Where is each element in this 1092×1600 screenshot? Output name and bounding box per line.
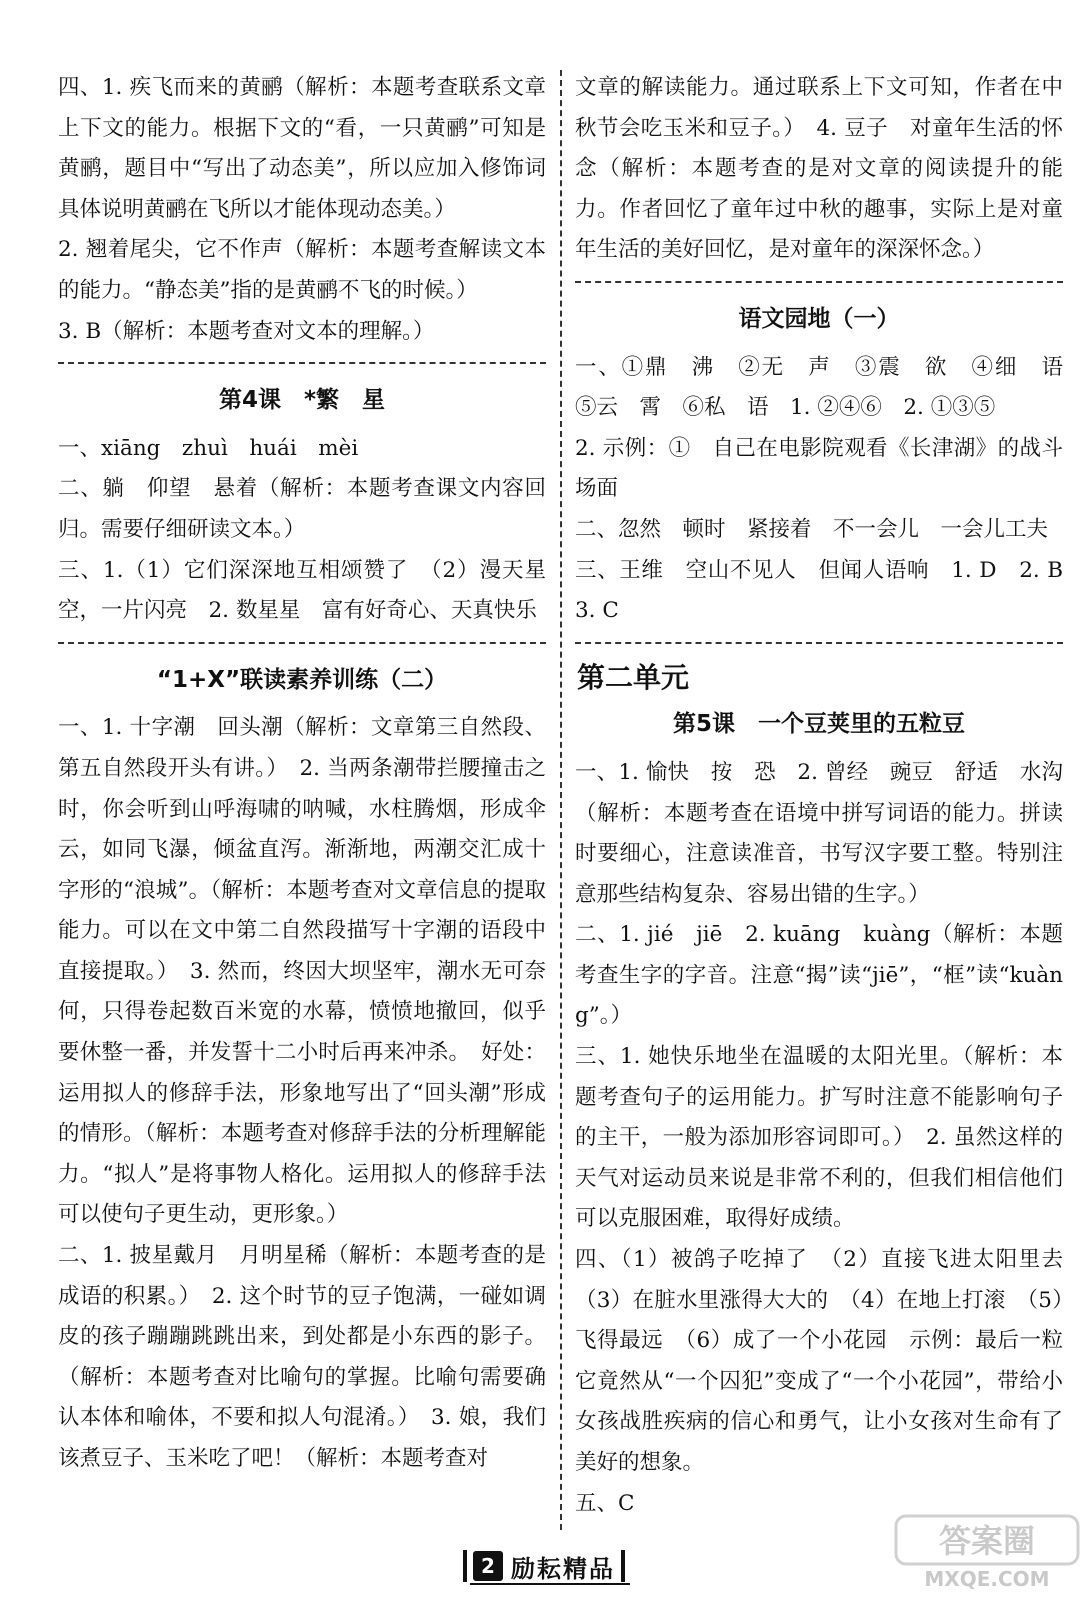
brand-name: 励耘精品 xyxy=(511,1554,615,1583)
lesson-5-answer-4: 四、（1）被鸽子吃掉了 （2）直接飞进太阳里去 （3）在脏水里涨得大大的 （4）在地上打滚 （5）飞得最远 （6）成了一个小花园 示例：最后一粒 它竟然从“一个囚犯”变成了“一个小花园”，带给小女孩战胜疾病的信心和勇气，让小女孩对生命有了美好的想象。 xyxy=(575,1247,1085,1475)
lesson-4-answer-1: 一、xiāng zhuì huái mèi xyxy=(58,435,359,461)
footer-badge xyxy=(457,1547,631,1585)
section-separator xyxy=(575,642,1063,644)
joint-reading-answer-1: 一、1. 十字潮 回头潮（解析：文章第三自然段、第五自然段开头有讲。） 2. 当两条潮带拦腰撞击之时，你会听到山呼海啸的呐喊，水柱腾烟，形成伞云，如同飞瀑，倾盆直泻。渐渐地，两潮交汇成十字形的“浪城”。（解析：本题考查对文章信息的提取能力。可以在文中第二自然段描写十字潮的语段中直接提取。） 3. 然而，终因大坝坚牢，潮水无可奈何，只得卷起数百米宽的水幕，愤愤地撤回，似乎要休整一番，并发誓十二小时后再来冲杀。 好处：运用拟人的修辞手法，形象地写出了“回头潮”形成的情形。（解析：本题考查对修辞手法的分析理解能力。“拟人”是将事物人格化。运用拟人的修辞手法可以使句子更生动，更形象。） xyxy=(58,715,546,1228)
section-separator xyxy=(575,281,1063,283)
answer-section-4-item-3: 3. B（解析：本题考查对文本的理解。） xyxy=(58,318,435,344)
lesson-4-title: 第4课 *繁 星 xyxy=(218,387,386,414)
watermark-logo xyxy=(892,1510,1082,1592)
answer-section-4-item-1: 四、1. 疾飞而来的黄鹂（解析：本题考查联系文章上下文的能力。根据下文的“看，一只黄鹂”可知是黄鹂，题目中“写出了动态美”，所以应加入修饰词具体说明黄鹂在飞所以才能体现动态美。） xyxy=(58,75,546,222)
footer-bar-left xyxy=(463,1550,467,1582)
joint-reading-answer-2: 二、1. 披星戴月 月明星稀（解析：本题考查的是成语的积累。） 2. 这个时节的豆子饱满，一碰如调皮的孩子蹦蹦跳跳出来，到处都是小东西的影子。（解析：本题考查对比喻句的掌握。比喻句需要确认本体和喻体，不要和拟人句混淆。） 3. 娘，我们该煮豆子、玉米吃了吧！（解析：本题考查对 xyxy=(58,1243,546,1471)
unit-2-title: 第二单元 xyxy=(577,660,690,694)
lesson-4-answer-3: 三、1.（1）它们深深地互相颂赞了 （2）漫天星空，一片闪亮 2. 数星星 富有好奇心、天真快乐 xyxy=(58,557,546,624)
garden-answer-4: 三、王维 空山不见人 但闻人语响 1. D 2. B 3. C xyxy=(575,557,1085,624)
lesson-5-title: 第5课 一个豆荚里的五粒豆 xyxy=(672,711,965,738)
lesson-4-answer-2: 二、躺 仰望 悬着（解析：本题考查课文内容回归。需要仔细研读文本。） xyxy=(58,476,546,542)
left-column xyxy=(58,68,546,1480)
lesson-5-answer-3: 三、1. 她快乐地坐在温暖的太阳光里。（解析：本题考查句子的运用能力。扩写时注意不能影响句子的主干，一般为添加形容词即可。） 2. 虽然这样的天气对运动员来说是非常不利的，但我们相信他们可以克服困难，取得好成绩。 xyxy=(575,1044,1063,1232)
page-number: 2 xyxy=(473,1551,503,1581)
chinese-garden-title: 语文园地（一） xyxy=(738,305,900,332)
garden-answer-2: 2. 示例：① 自己在电影院观看《长津湖》的战斗场面 xyxy=(575,435,1063,502)
column-divider xyxy=(560,70,562,1530)
section-separator xyxy=(58,362,546,364)
answer-section-4-item-2: 2. 翘着尾尖，它不作声（解析：本题考查解读文本的能力。“静态美”指的是黄鹂不飞的时候。） xyxy=(58,237,546,303)
section-separator xyxy=(58,642,546,644)
garden-answer-1: 一、①鼎 沸 ②无 声 ③震 欲 ④细 语 ⑤云 霄 ⑥私 语 1. ②④⑥ 2. ①③⑤ xyxy=(575,354,1085,421)
footer-underline xyxy=(470,1583,630,1585)
watermark-url: MXQE.COM xyxy=(924,1567,1050,1591)
right-column xyxy=(575,68,1085,1524)
footer-bar-right xyxy=(621,1550,625,1582)
joint-reading-title: “1+X”联读素养训练（二） xyxy=(156,666,448,693)
lesson-5-answer-2: 二、1. jié jiē 2. kuāng kuàng（解析：本题考查生字的字音。注意“揭”读“jiē”，“框”读“kuàng”。） xyxy=(575,922,1063,1029)
garden-answer-3: 二、忽然 顿时 紧接着 不一会儿 一会儿工夫 xyxy=(575,516,1049,542)
lesson-5-answer-5: 五、C xyxy=(575,1490,635,1516)
joint-reading-continued: 文章的解读能力。通过联系上下文可知，作者在中秋节会吃玉米和豆子。） 4. 豆子 对童年生活的怀念（解析：本题考查的是对文章的阅读提升的能力。作者回忆了童年过中秋的趣事，实际上是对童年生活的美好回忆，是对童年的深深怀念。） xyxy=(575,75,1063,263)
lesson-5-answer-1: 一、1. 愉快 按 恐 2. 曾经 豌豆 舒适 水沟（解析：本题考查在语境中拼写词语的能力。拼读时要细心，注意读准音，书写汉字要工整。特别注意那些结构复杂、容易出错的生字。） xyxy=(575,759,1063,907)
watermark-logo-text: 答案圈 xyxy=(938,1522,1036,1560)
